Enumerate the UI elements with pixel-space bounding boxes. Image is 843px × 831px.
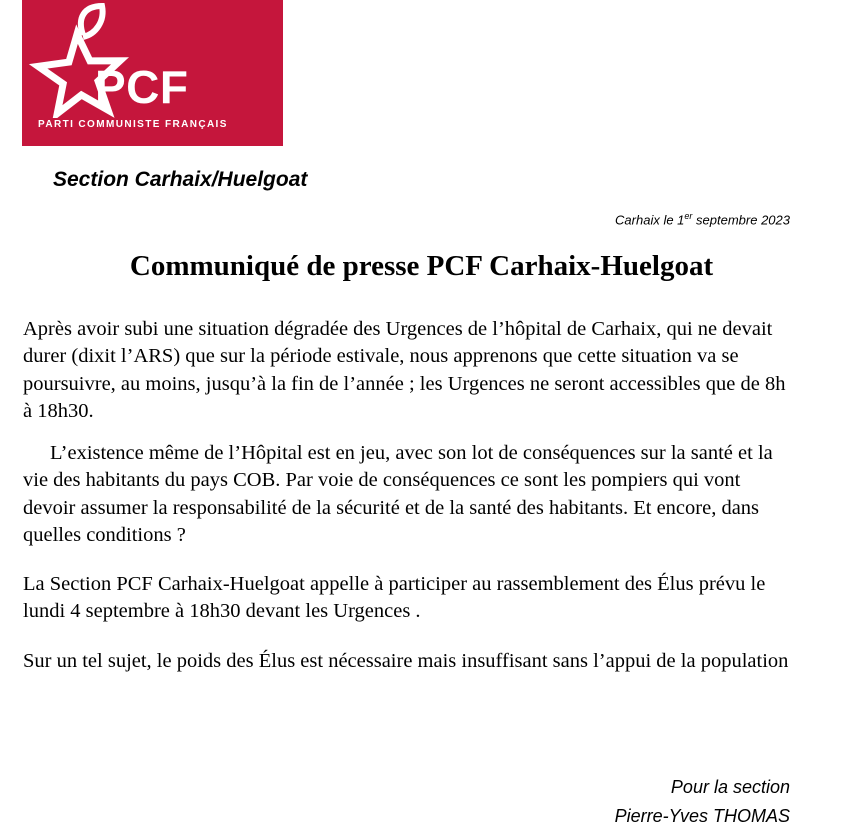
document-body — [23, 316, 791, 690]
signature-name: Pierre-Yves THOMAS — [614, 805, 790, 826]
date-line — [615, 211, 790, 227]
signature-role: Pour la section — [670, 777, 790, 797]
date-prefix: Carhaix le 1 — [615, 212, 685, 228]
date-superscript: er — [684, 211, 693, 221]
logo-pcf-text: PCF — [95, 61, 189, 113]
paragraph-4: Sur un tel sujet, le poids des Élus est nécessaire mais insuffisant sans l’appui de la population — [23, 649, 789, 672]
signature-block — [615, 773, 790, 831]
paragraph-1: Après avoir subi une situation dégradée des Urgences de l’hôpital de Carhaix, qui ne devait durer (dixit l’ARS) que sur la période estivale, nous apprenons que cette situation va se poursuivre, au moins, jusqu’à la fin de l’année ; les Urgences ne seront accessibles que de 8h à 18h30. — [23, 318, 786, 422]
logo-subtitle-text: PARTI COMMUNISTE FRANÇAIS — [38, 119, 228, 130]
section-title: Section Carhaix/Huelgoat — [53, 168, 308, 191]
document-title: Communiqué de presse PCF Carhaix-Huelgoat — [129, 250, 714, 282]
pcf-logo — [22, 0, 283, 146]
paragraph-3: La Section PCF Carhaix-Huelgoat appelle à participer au rassemblement des Élus prévu le lundi 4 septembre à 18h30 devant les Urgences . — [23, 573, 766, 623]
paragraph-2: L’existence même de l’Hôpital est en jeu, avec son lot de conséquences sur la santé et la vie des habitants du pays COB. Par voie de conséquences ce sont les pompiers qui vont devoir assumer la responsabilité de la sécurité et de la santé des habitants. Et encore, dans quelles conditions ? — [23, 442, 773, 546]
date-suffix: septembre 2023 — [692, 212, 790, 228]
